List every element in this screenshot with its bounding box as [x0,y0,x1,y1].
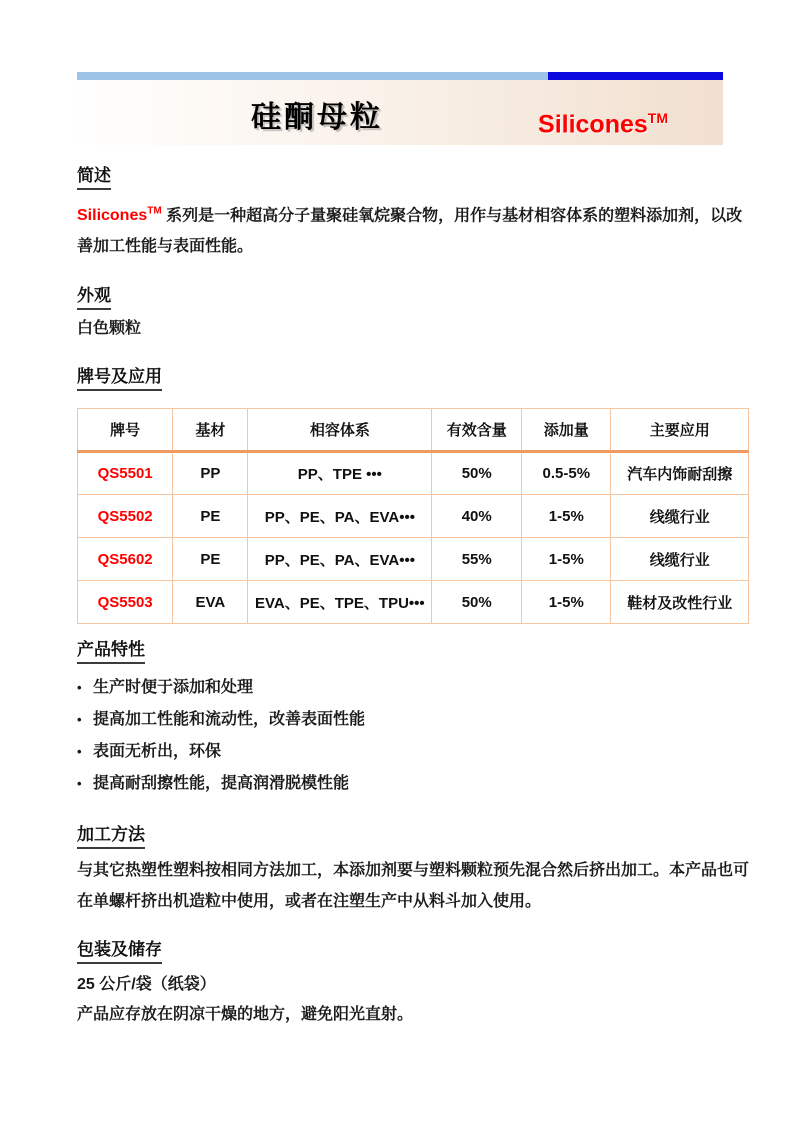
cell-compatible-system: PP、PE、PA、EVA••• [248,495,432,538]
storage-instruction: 产品应存放在阴凉干燥的地方，避免阳光直射。 [77,1006,414,1024]
col-header-grade: 牌号 [78,409,173,452]
col-header-substrate: 基材 [173,409,248,452]
section-heading-processing: 加工方法 [77,825,145,849]
overview-paragraph [77,196,749,262]
section-heading-packaging: 包装及储存 [77,940,162,964]
table-row [78,581,749,624]
overview-brand-trademark: TM [147,206,162,217]
header-accent-bar [77,72,723,80]
grades-table-header-row [78,409,749,452]
cell-main-application: 汽车内饰耐刮擦 [611,452,749,495]
cell-substrate: EVA [173,581,248,624]
cell-grade-code: QS5501 [78,452,173,495]
col-header-active-content: 有效含量 [432,409,522,452]
cell-main-application: 线缆行业 [611,495,749,538]
overview-text: 系列是一种超高分子量聚硅氧烷聚合物，用作与基材相容体系的塑料添加剂，以改善加工性能与表面性能。 [77,207,743,256]
appearance-text: 白色颗粒 [77,320,142,338]
cell-grade-code: QS5502 [78,495,173,538]
cell-active-content: 50% [432,452,522,495]
list-item [77,768,749,800]
cell-substrate: PP [173,452,248,495]
page-title: 硅酮母粒 [251,101,383,134]
cell-grade-code: QS5503 [78,581,173,624]
section-heading-appearance: 外观 [77,286,111,310]
list-item [77,672,749,704]
section-heading-overview: 简述 [77,166,111,190]
overview-brand: Silicones™ [77,206,162,225]
processing-paragraph: 与其它热塑性塑料按相同方法加工，本添加剂要与塑料颗粒预先混合然后挤出加工。本产品也可在单螺杆挤出机造粒中使用，或者在注塑生产中从料斗加入使用。 [77,862,750,911]
section-heading-features: 产品特性 [77,640,145,664]
feature-text: 提高加工性能和流动性，改善表面性能 [93,711,366,729]
section-heading-grades: 牌号及应用 [77,367,162,391]
cell-main-application: 鞋材及改性行业 [611,581,749,624]
cell-dosage: 1-5% [522,581,611,624]
header-banner [77,80,723,145]
feature-text: 提高耐刮擦性能，提高润滑脱模性能 [93,775,350,793]
brand-trademark: TM [647,110,668,126]
col-header-compatible-system: 相容体系 [248,409,432,452]
table-row [78,538,749,581]
brand-logo [538,110,668,139]
features-list [77,672,749,800]
accent-bar-light-blue [77,72,548,80]
cell-dosage: 1-5% [522,495,611,538]
cell-substrate: PE [173,495,248,538]
cell-substrate: PE [173,538,248,581]
packaging-spec: 25 公斤/袋（纸袋） [77,976,216,994]
bullet-icon: • [77,712,82,728]
list-item [77,704,749,736]
accent-bar-dark-blue [548,72,723,80]
cell-compatible-system: EVA、PE、TPE、TPU••• [248,581,432,624]
col-header-main-application: 主要应用 [611,409,749,452]
col-header-dosage: 添加量 [522,409,611,452]
feature-text: 生产时便于添加和处理 [93,679,254,697]
document-body [77,145,749,1030]
cell-compatible-system: PP、PE、PA、EVA••• [248,538,432,581]
cell-active-content: 50% [432,581,522,624]
cell-grade-code: QS5602 [78,538,173,581]
cell-active-content: 55% [432,538,522,581]
cell-active-content: 40% [432,495,522,538]
cell-main-application: 线缆行业 [611,538,749,581]
brand-name: Silicones [538,110,648,139]
cell-compatible-system: PP、TPE ••• [248,452,432,495]
list-item [77,736,749,768]
bullet-icon: • [77,680,82,696]
cell-dosage: 1-5% [522,538,611,581]
cell-dosage: 0.5-5% [522,452,611,495]
feature-text: 表面无析出，环保 [93,743,222,761]
table-row [78,495,749,538]
bullet-icon: • [77,744,82,760]
table-row [78,452,749,495]
grades-table [77,408,749,624]
bullet-icon: • [77,776,82,792]
